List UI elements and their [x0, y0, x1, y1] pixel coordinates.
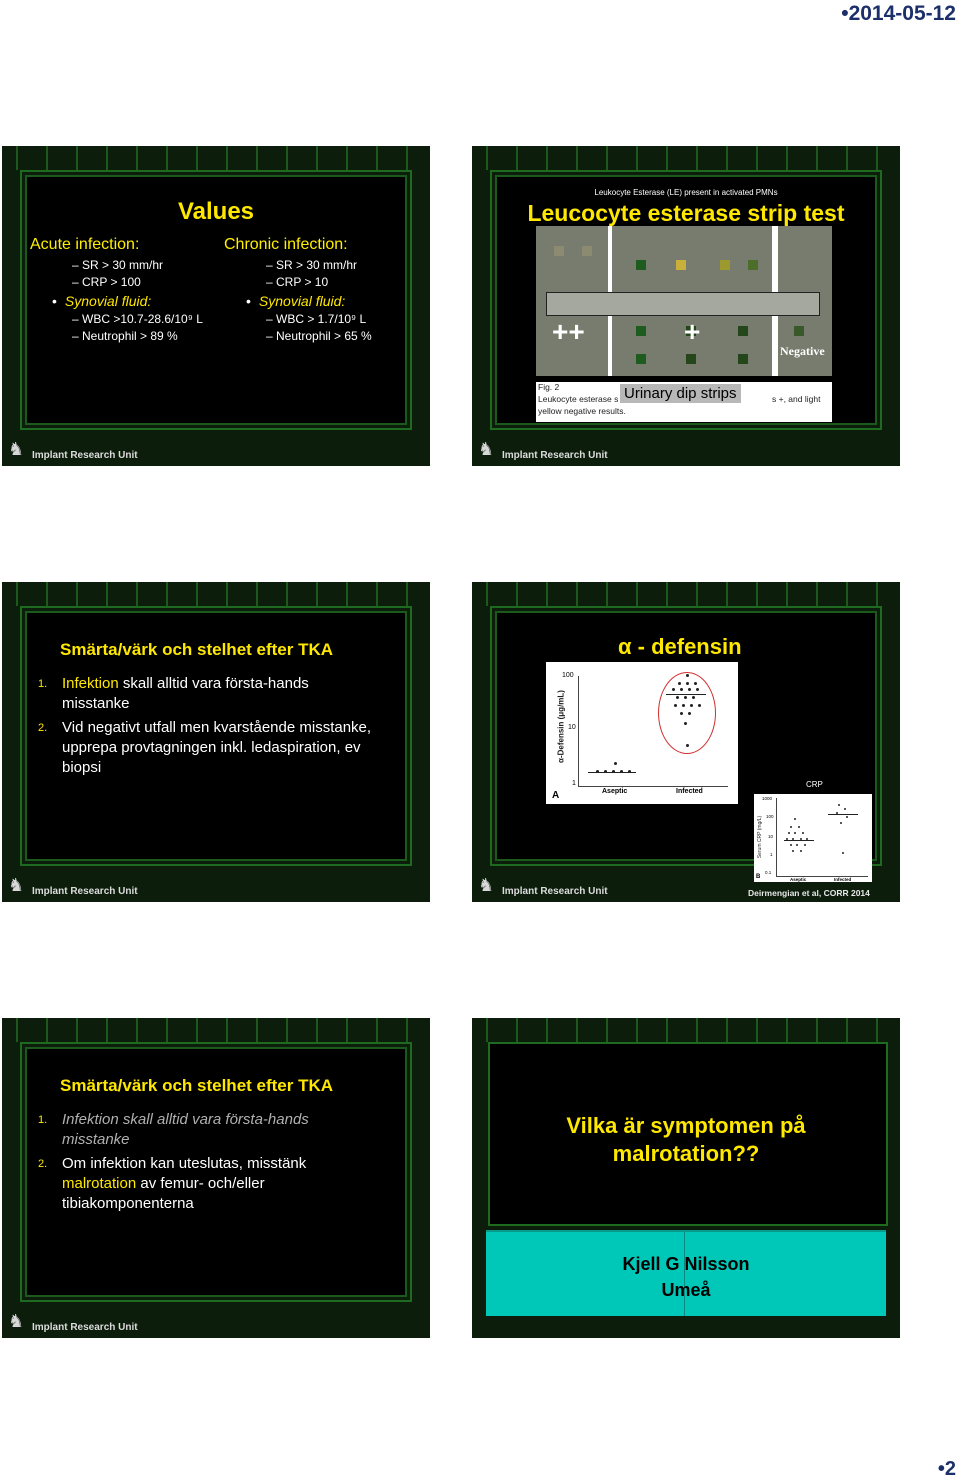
label-plus: + [684, 316, 701, 347]
unit-logo-icon: ♞ [478, 875, 495, 895]
list: 1. Infektion skall alltid vara första-hands misstanke 2. Om infektion kan uteslutas, misstänk malrotation av femur- och/eller tibiakomponenterna [38, 1111, 309, 1212]
acute-neutrophil: Neutrophil > 89 % [82, 329, 178, 343]
author-panel [486, 1230, 886, 1316]
page-date: •2014-05-12 [841, 2, 956, 25]
slide-subtitle: Leukocyte Esterase (LE) present in activated PMNs [594, 188, 778, 197]
defensin-plot: α-Defensin (μg/mL) 100 10 1 Aseptic Infected A [546, 662, 738, 804]
chronic-synovial: Synovial fluid: [258, 293, 346, 309]
chronic-wbc: WBC > 1.7/10⁹ L [276, 312, 367, 326]
slide-9 [2, 582, 430, 902]
label-plusplus: ++ [552, 316, 585, 347]
unit-label: Implant Research Unit [32, 450, 138, 461]
figure-caption: Fig. 2 Leukocyte esterase s s +, and light yellow negative results. [536, 382, 832, 422]
slide-title: Smärta/värk och stelhet efter TKA [60, 1076, 334, 1095]
slide-title: Smärta/värk och stelhet efter TKA [60, 640, 334, 659]
chronic-sr: SR > 30 mm/hr [276, 258, 358, 272]
unit-logo-icon: ♞ [8, 875, 25, 895]
slide-11 [2, 1018, 430, 1338]
slide-8 [472, 146, 900, 466]
slide-title: Leucocyte esterase strip test [527, 200, 845, 226]
chronic-column: Chronic infection: – SR > 30 mm/hr – CRP > 10 • Synovial fluid: – WBC > 1.7/10⁹ L – Neutrophil > 65 % [224, 236, 414, 345]
chronic-heading: Chronic infection: [224, 236, 348, 253]
author-place: Umeå [661, 1280, 711, 1300]
slide-10 [472, 582, 900, 902]
unit-logo-icon: ♞ [8, 439, 25, 459]
page-number: •2 [937, 1458, 956, 1480]
unit-label: Implant Research Unit [32, 1322, 138, 1333]
photo-caption: Urinary dip strips [620, 384, 741, 403]
acute-wbc: WBC >10.7-28.6/10⁹ L [82, 312, 203, 326]
unit-label: Implant Research Unit [32, 886, 138, 897]
author-name: Kjell G Nilsson [622, 1254, 750, 1274]
slide-title: α - defensin [618, 634, 742, 659]
acute-column: Acute infection: – SR > 30 mm/hr – CRP > 100 • Synovial fluid: – WBC >10.7-28.6/10⁹ L – Neutrophil > 89 % [30, 236, 220, 345]
unit-label: Implant Research Unit [502, 886, 608, 897]
highlight-malrotation: malrotation [62, 1175, 137, 1192]
crp-plot: CRP Serum CRP (mg/L) 1000 100 10 1 0.1 Aseptic Infected B [754, 794, 872, 882]
acute-synovial: Synovial fluid: [64, 293, 152, 309]
list: 1. Infektion skall alltid vara första-hands misstanke 2. Vid negativt utfall men kvarstående misstanke, upprepa provtagningen inkl. ledaspiration, ev biopsi [38, 675, 372, 776]
acute-heading: Acute infection: [30, 236, 140, 253]
unit-logo-icon: ♞ [478, 439, 495, 459]
acute-crp: CRP > 100 [82, 275, 141, 289]
chronic-neutrophil: Neutrophil > 65 % [276, 329, 372, 343]
reference: Deirmengian et al, CORR 2014 [744, 888, 874, 898]
unit-logo-icon: ♞ [8, 1311, 25, 1331]
label-negative: Negative [780, 344, 825, 358]
unit-label: Implant Research Unit [502, 450, 608, 461]
strip-photo [536, 226, 832, 376]
chronic-crp: CRP > 10 [276, 275, 329, 289]
slide-7 [2, 146, 430, 466]
slide-12 [472, 1018, 900, 1338]
acute-sr: SR > 30 mm/hr [82, 258, 164, 272]
highlight-infektion: Infektion [62, 675, 119, 692]
slide-title: Vilka är symptomen på malrotation?? [566, 1113, 806, 1166]
slide-title: Values [177, 198, 255, 225]
